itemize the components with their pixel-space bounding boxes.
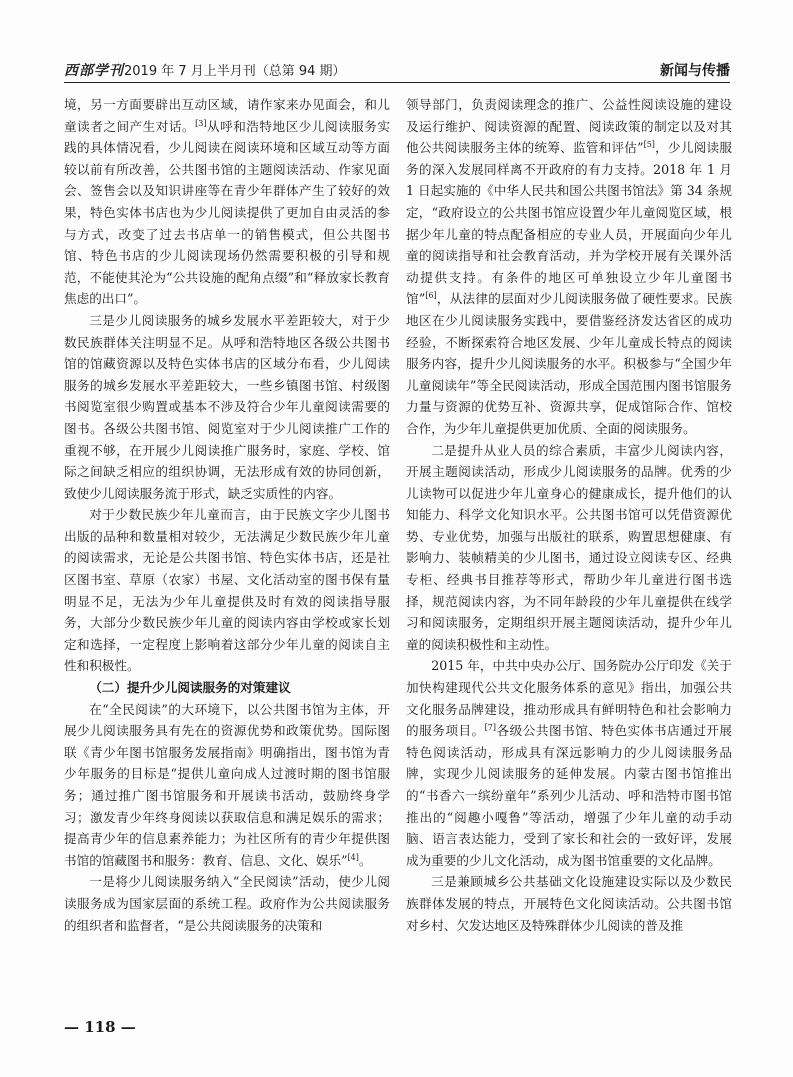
section-heading: （二）提升少儿阅读服务的对策建议	[89, 680, 291, 696]
journal-info	[64, 60, 346, 80]
paragraph	[406, 94, 732, 440]
paragraph-text: 三是少儿阅读服务的城乡发展水平差距较大，对于少数民族群体关注明显不足。从呼和浩特地区各级公共图书馆的馆藏资源以及特色实体书店的区域分布看，少儿阅读服务的城乡发展水平差距较大，一些乡镇图书馆、村级图书阅览室很少购置或基本不涉及符合少年儿童阅读需要的图书。各级公共图书馆、阅览室对于少儿阅读推广工作的重视不够，在开展少儿阅读推广服务时，家庭、学校、馆际之间缺乏相应的组织协调，无法形成有效的协同创新，致使少儿阅读服务流于形式，缺乏实质性的内容。	[64, 312, 390, 501]
paragraph	[406, 655, 732, 871]
paragraph-text: 二是提升从业人员的综合素质，丰富少儿阅读内容，开展主题阅读活动，形成少儿阅读服务的品牌。优秀的少儿读物可以促进少年儿童身心的健康成长，提升他们的认知能力、科学文化知识水平。公共图书馆可以凭借资源优势、专业优势，加强与出版社的联系，购置思想健康、有影响力、装帧精美的少儿图书，通过设立阅读专区、经典专柜、经典书目推荐等形式，帮助少年儿童进行图书选择，规范阅读内容，为不同年龄段的少年儿童提供在线学习和阅读服务，定期组织开展主题阅读活动，提升少年儿童的阅读积极性和主动性。	[406, 442, 732, 652]
citation-ref: [7]	[484, 723, 497, 733]
paragraph-text: 对于少数民族少年儿童而言，由于民族文字少儿图书出版的品种和数量相对较少，无法满足少数民族少年儿童的阅读需求，无论是公共图书馆、特色实体书店，还是社区图书室、草原（农家）书屋、文化活动室的图书保有量明显不足，无法为少年儿童提供及时有效的阅读指导服务，大部分少数民族少年儿童的阅读内容由学校或家长划定和选择，一定程度上影响着这部分少年儿童的阅读自主性和积极性。	[64, 507, 390, 674]
paragraph-text: 从呼和浩特地区少儿阅读服务实践的具体情况看，少儿阅读在阅读环境和区域互动等方面较以前有所改善，公共图书馆的主题阅读活动、作家见面会、签售会以及知识讲座等在青少年群体产生了较好的效果，特色实体书店也为少儿阅读提供了更加自由灵活的参与方式，改变了过去书店单一的销售模式，但公共图书馆、特色书店的少儿阅读现场仍然需要积极的引导和规范，不能使其沦为“公共设施的配角点缀”和“释放家长教育焦虑的出口”。	[64, 118, 390, 307]
paragraph-text: 在“全民阅读”的大环境下，以公共图书馆为主体，开展少儿阅读服务具有先在的资源优势和政策优势。国际图联《青少年图书馆服务发展指南》明确指出，图书馆为青少年服务的目标是“提供儿童向成人过渡时期的图书馆服务；通过推广图书馆服务和开展读书活动，鼓励终身学习；激发青少年终身阅读以获取信息和满足娱乐的需求；提高青少年的信息素养能力；为社区所有的青少年提供图书馆的馆藏图书和服务：教育、信息、文化、娱乐”	[64, 701, 390, 868]
paragraph-text: 境，另一方面要辟出互动区域，请作家来办见面会，和儿童读者之间产生对话。	[64, 97, 390, 134]
right-column	[406, 94, 732, 1034]
citation-ref: [3]	[195, 118, 207, 128]
paragraph	[406, 871, 732, 936]
page-number: — 118 —	[64, 1018, 136, 1036]
paragraph	[406, 440, 732, 656]
issue-info: 2019 年 7 月上半月刊（总第 94 期）	[124, 64, 346, 79]
paragraph-text: 一是将少儿阅读服务纳入“全民阅读”活动，使少儿阅读服务成为国家层面的系统工程。政府作为公共阅读服务的组织者和监督者，“是公共阅读服务的决策和	[64, 874, 390, 933]
citation-ref: [5]	[643, 140, 655, 149]
paragraph-text: 三是兼顾城乡公共基础文化设施建设实际以及少数民族群体发展的特点，开展特色文化阅读活动。公共图书馆对乡村、欠发达地区及特殊群体少儿阅读的普及推	[406, 874, 732, 933]
paragraph-text: 各级公共图书馆、特色实体书店通过开展特色阅读活动，形成具有深远影响力的少儿阅读服务品牌，实现少儿阅读服务的延伸发展。内蒙古图书馆推出的“书香六一缤纷童年”系列少儿活动、呼和浩特市图书馆推出的“阅趣小嘎鲁”等活动，增强了少年儿童的动手动脑、语言表达能力，受到了家长和社会的一致好评，发展成为重要的少儿文化活动，成为图书馆重要的文化品牌。	[406, 723, 732, 868]
paragraph	[64, 871, 390, 936]
page-header	[64, 58, 730, 83]
paragraph-text: 领导部门，负责阅读理念的推广、公益性阅读设施的建设及运行维护、阅读资源的配置、阅读政策的制定以及对其他公共阅读服务主体的统筹、监管和评估”	[406, 97, 732, 156]
journal-logo: 西部学刊	[64, 63, 124, 79]
paragraph-text: ，少儿阅读服务的深入发展同样离不开政府的有力支持。2018 年 1 月 1 日起实施的《中华人民共和国公共图书馆法》第 34 条规定，“政府设立的公共图书馆应设置少年儿童阅览区域，根据少年儿童的特点配备相应的专业人员，开展面向少年儿童的阅读指导和社会教育活动，并为学校开展有关课外活动提供支持。有条件的地区可单独设立少年儿童图书馆”	[406, 140, 732, 307]
section-name: 新闻与传播	[660, 63, 730, 79]
paragraph	[64, 310, 390, 504]
paragraph	[64, 699, 390, 872]
paragraph-text: 2015 年，中共中央办公厅、国务院办公厅印发《关于加快构建现代公共文化服务体系的意见》指出，加强公共文化服务品牌建设，推动形成具有鲜明特色和社会影响力的服务项目。	[406, 658, 732, 739]
paragraph-text: 。	[358, 852, 372, 868]
citation-ref: [6]	[425, 291, 437, 301]
left-column	[64, 94, 390, 1034]
citation-ref: [4]	[347, 852, 359, 862]
paragraph	[64, 94, 390, 310]
paragraph-text: ，从法律的层面对少儿阅读服务做了硬性要求。民族地区在少儿阅读服务实践中，要借鉴经济发达省区的成功经验，不断探索符合地区发展、少年儿童成长特点的阅读服务内容，提升少儿阅读服务的水平。积极参与“全国少年儿童阅读年”等全民阅读活动，形成全国范围内图书馆服务力量与资源的优势互补、资源共享，促成馆际合作、馆校合作，为少年儿童提供更加优质、全面的阅读服务。	[406, 291, 732, 436]
paragraph	[64, 504, 390, 677]
